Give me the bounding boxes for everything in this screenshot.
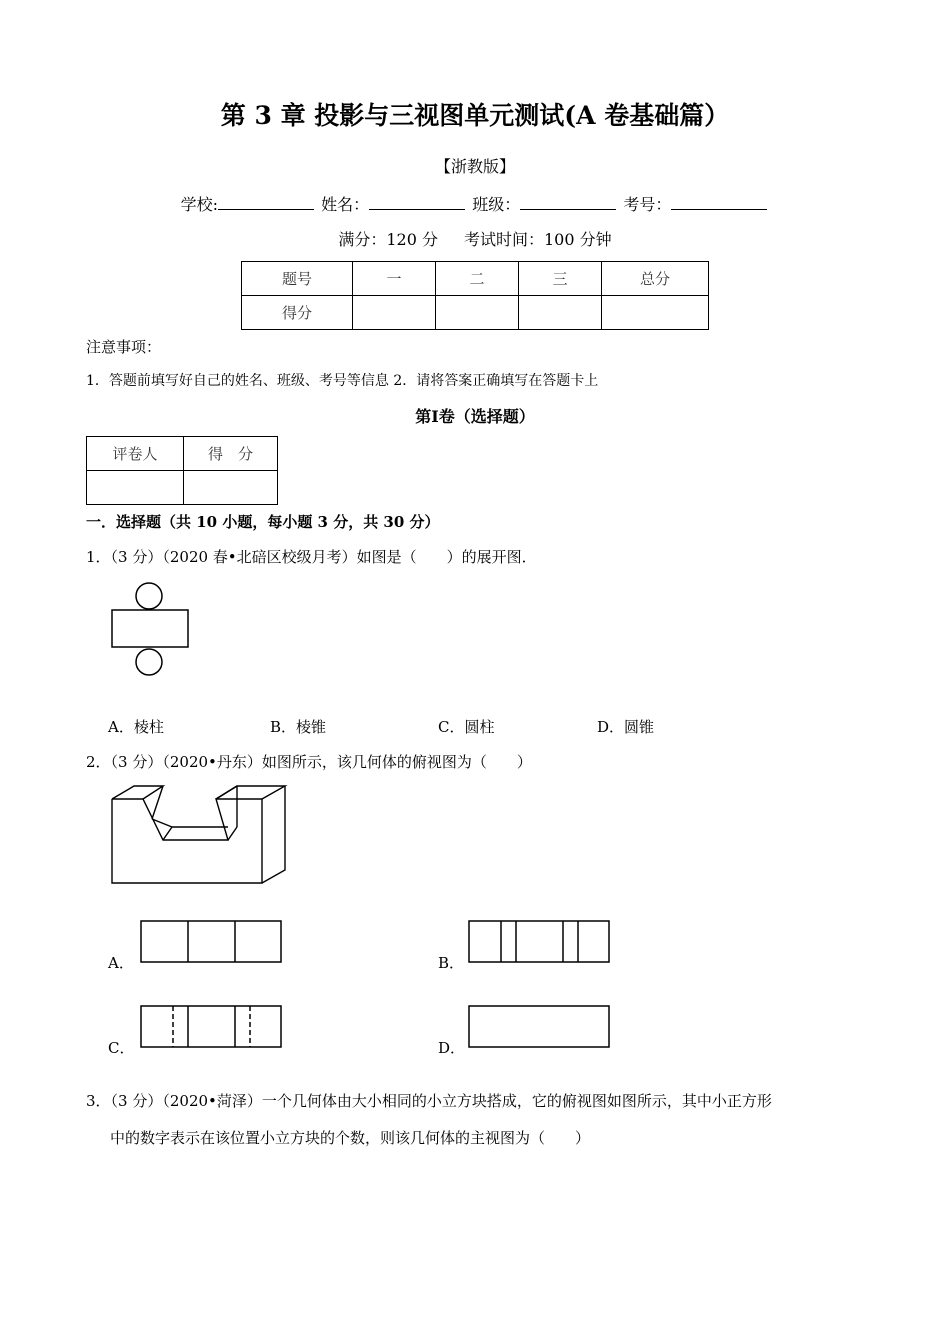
grader-cell[interactable] [184, 471, 278, 505]
grader-table [86, 436, 278, 505]
grader-header: 得 分 [184, 437, 278, 471]
question-3-text-cont: 中的数字表示在该位置小立方块的个数，则该几何体的主视图为（ ） [110, 1129, 591, 1147]
score-table-header: 二 [436, 262, 519, 296]
question-1-text: 1．（3 分）（2020 春•北碚区校级月考）如图是（ ）的展开图． [86, 548, 537, 566]
school-blank[interactable] [218, 195, 314, 210]
class-blank[interactable] [520, 195, 616, 210]
edition-label: 【浙教版】 [434, 157, 515, 176]
q2-option-c[interactable]: C． [108, 1039, 135, 1057]
score-cell[interactable] [519, 296, 602, 330]
score-time-line [0, 227, 950, 250]
q2-option-a-figure[interactable] [140, 920, 283, 966]
q1-option-b[interactable]: B．棱锥 [270, 718, 327, 736]
score-table-header: 三 [519, 262, 602, 296]
q2-option-b-figure[interactable] [468, 920, 611, 966]
student-info-line [0, 192, 950, 215]
school-label: 学校: [180, 195, 219, 214]
q2-option-c-figure[interactable] [140, 1005, 283, 1051]
full-score: 满分：120 分 [338, 230, 438, 249]
score-cell[interactable] [353, 296, 436, 330]
part-title: 第Ⅰ卷（选择题） [415, 407, 535, 426]
q2-option-d[interactable]: D． [438, 1039, 466, 1057]
name-label: 姓名： [321, 195, 370, 214]
notice-heading: 注意事项： [86, 338, 162, 356]
score-cell[interactable] [436, 296, 519, 330]
q2-option-a[interactable]: A． [108, 954, 134, 972]
score-table [241, 261, 709, 330]
q1-option-c[interactable]: C．圆柱 [438, 718, 495, 736]
exam-number-label: 考号： [623, 195, 672, 214]
grader-cell[interactable] [87, 471, 184, 505]
cylinder-net-figure [106, 579, 196, 681]
exam-number-blank[interactable] [671, 195, 767, 210]
q2-option-b[interactable]: B． [438, 954, 465, 972]
grader-table-row [87, 471, 278, 505]
section-title: 一．选择题（共 10 小题，每小题 3 分，共 30 分） [86, 513, 440, 531]
score-row-label: 得分 [242, 296, 353, 330]
name-blank[interactable] [369, 195, 465, 210]
grader-header: 评卷人 [87, 437, 184, 471]
q1-option-a[interactable]: A．棱柱 [108, 718, 164, 736]
page-title: 第 3 章 投影与三视图单元测试(A 卷基础篇） [220, 101, 730, 130]
notice-text: 1．答题前填写好自己的姓名、班级、考号等信息 2．请将答案正确填写在答题卡上 [86, 373, 599, 389]
score-table-header: 总分 [602, 262, 709, 296]
exam-time: 考试时间：100 分钟 [464, 230, 612, 249]
class-label: 班级： [472, 195, 521, 214]
question-3-text: 3．（3 分）（2020•菏泽）一个几何体由大小相同的小立方块搭成，它的俯视图如图所示，其中小正方形 [86, 1092, 772, 1110]
question-2-text: 2．（3 分）（2020•丹东）如图所示，该几何体的俯视图为（ ） [86, 753, 532, 771]
notched-block-figure [110, 783, 290, 887]
score-table-header: 题号 [242, 262, 353, 296]
score-table-row [242, 296, 709, 330]
grader-table-header-row [87, 437, 278, 471]
score-cell[interactable] [602, 296, 709, 330]
score-table-header: 一 [353, 262, 436, 296]
q1-option-d[interactable]: D．圆锥 [597, 718, 655, 736]
score-table-header-row [242, 262, 709, 296]
q2-option-d-figure[interactable] [468, 1005, 611, 1051]
